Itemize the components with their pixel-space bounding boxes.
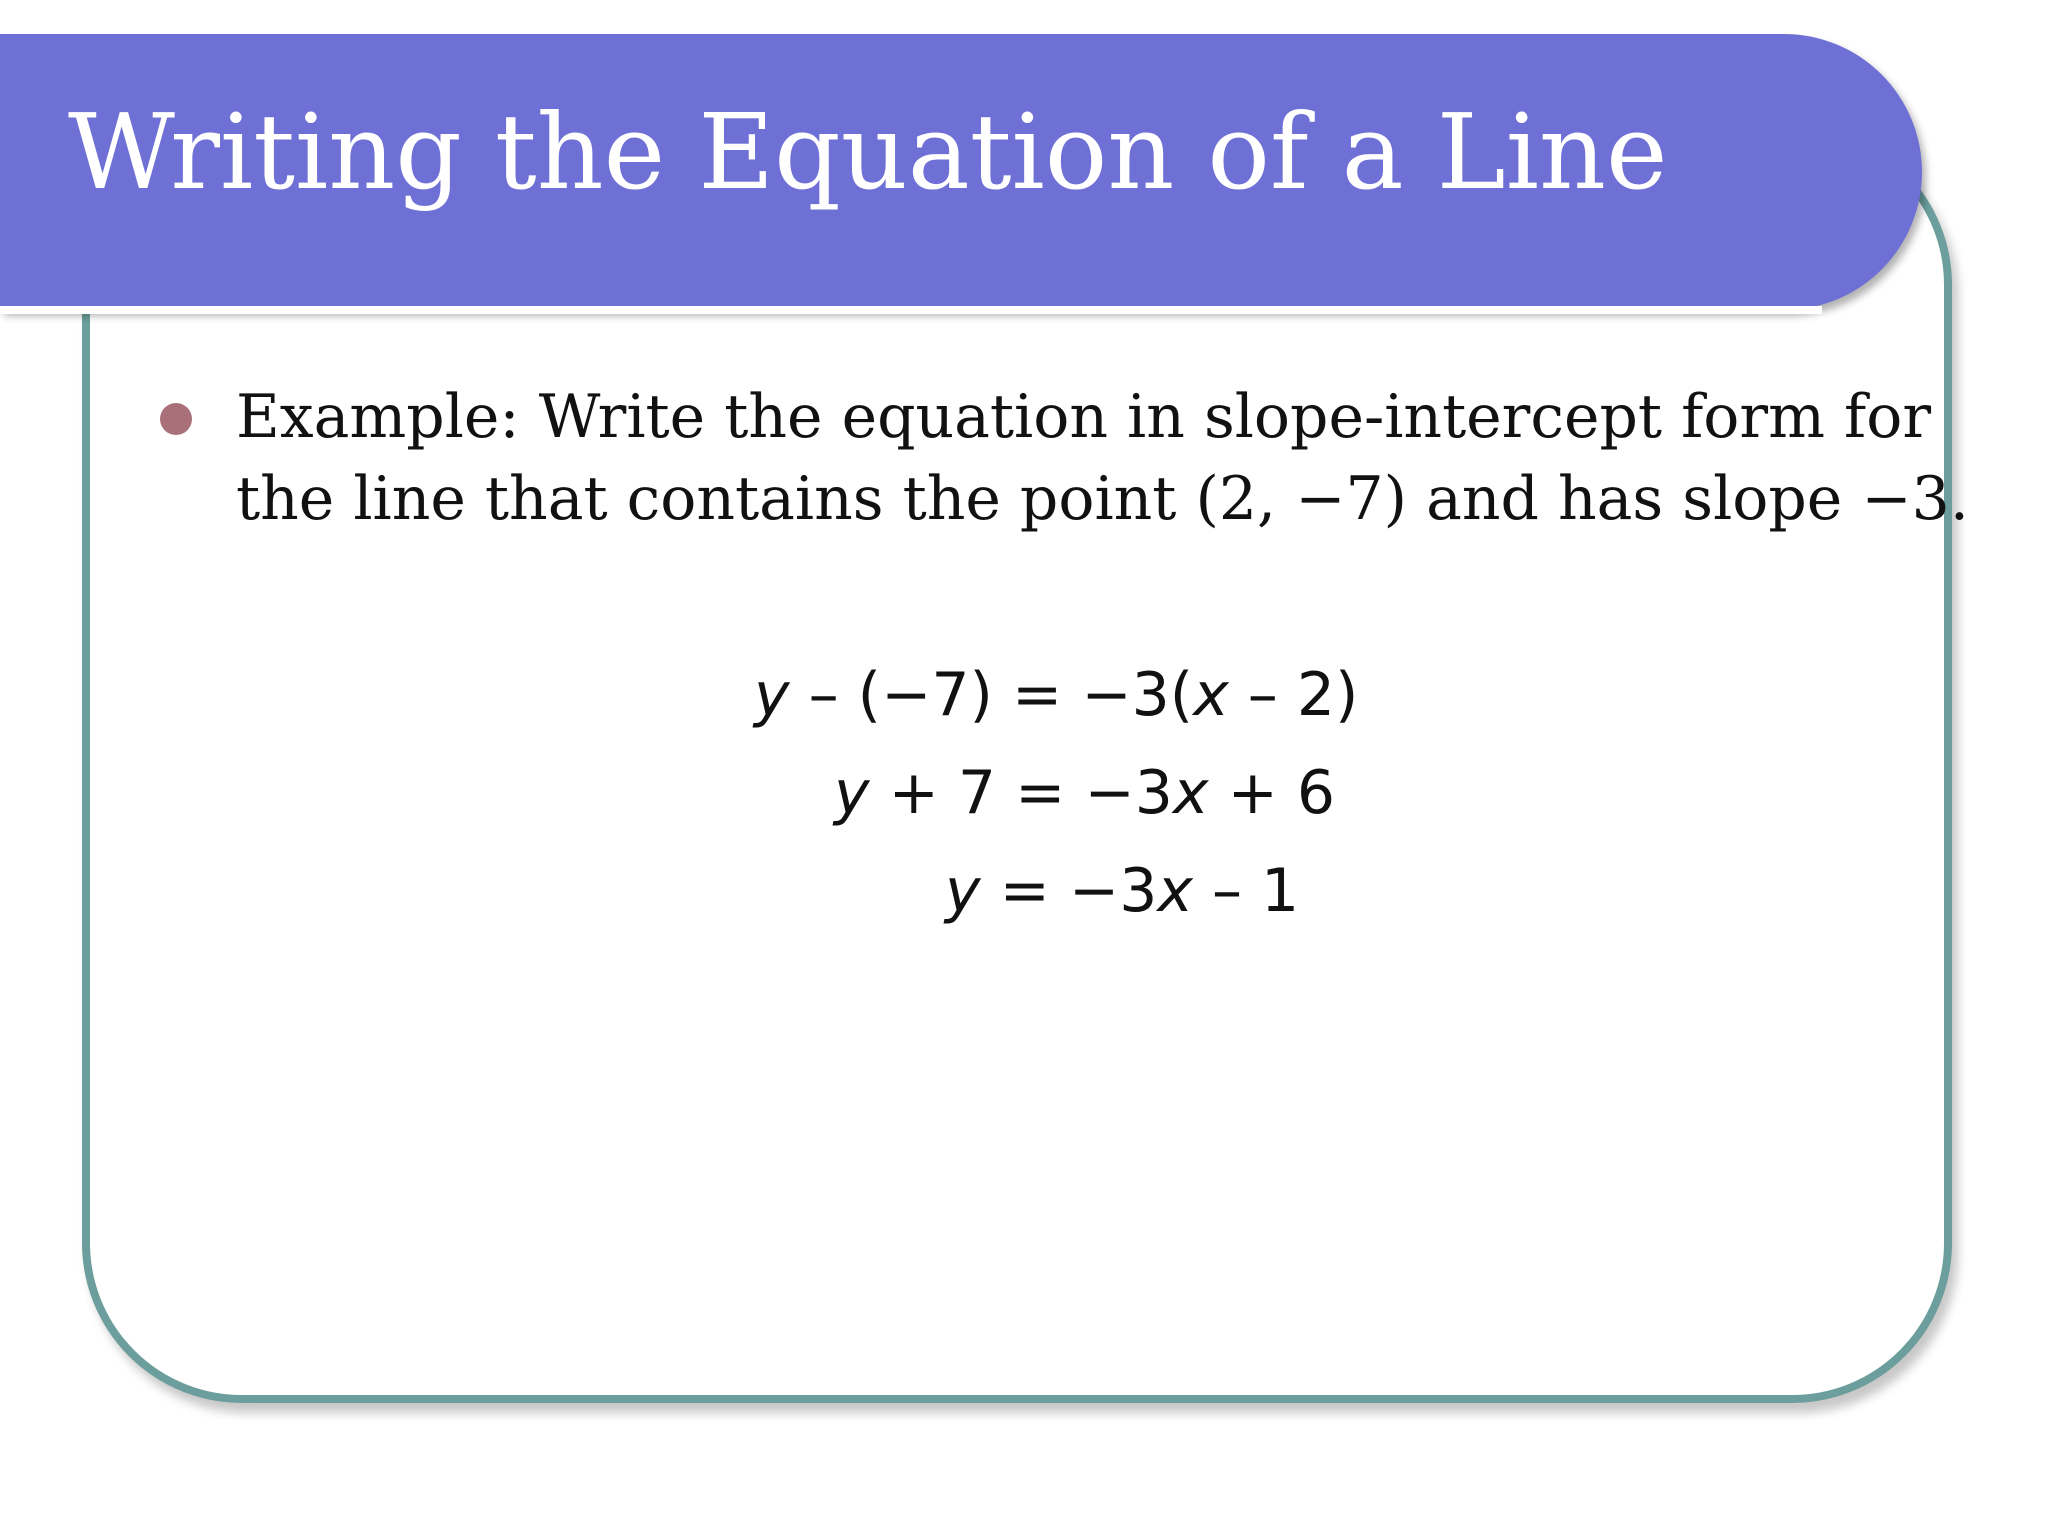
equation-text: + 6 bbox=[1208, 758, 1336, 828]
equation-text: – (−7) = −3( bbox=[789, 660, 1194, 730]
equation-text: – 2) bbox=[1228, 660, 1359, 730]
equation-step-3 bbox=[945, 851, 1299, 931]
variable-x: x bbox=[1172, 758, 1209, 828]
equation-text: + 7 = −3 bbox=[869, 758, 1173, 828]
variable-y: y bbox=[945, 856, 981, 926]
variable-x: x bbox=[1157, 856, 1193, 926]
equation-text: – 1 bbox=[1192, 856, 1300, 926]
variable-x: x bbox=[1193, 660, 1229, 730]
slide-title: Writing the Equation of a Line bbox=[68, 91, 1668, 213]
equation-step-1 bbox=[754, 655, 1358, 735]
variable-y: y bbox=[834, 758, 870, 828]
variable-y: y bbox=[754, 660, 790, 730]
bullet-icon bbox=[160, 403, 192, 435]
equation-step-2 bbox=[834, 753, 1335, 833]
example-bullet-text bbox=[236, 376, 1969, 540]
bullet-line-1: Example: Write the equation in slope-intercept form for bbox=[236, 382, 1932, 452]
title-underline bbox=[0, 306, 1822, 314]
bullet-line-2: the line that contains the point (2, −7) and has slope −3. bbox=[236, 464, 1969, 534]
equation-text: = −3 bbox=[980, 856, 1158, 926]
